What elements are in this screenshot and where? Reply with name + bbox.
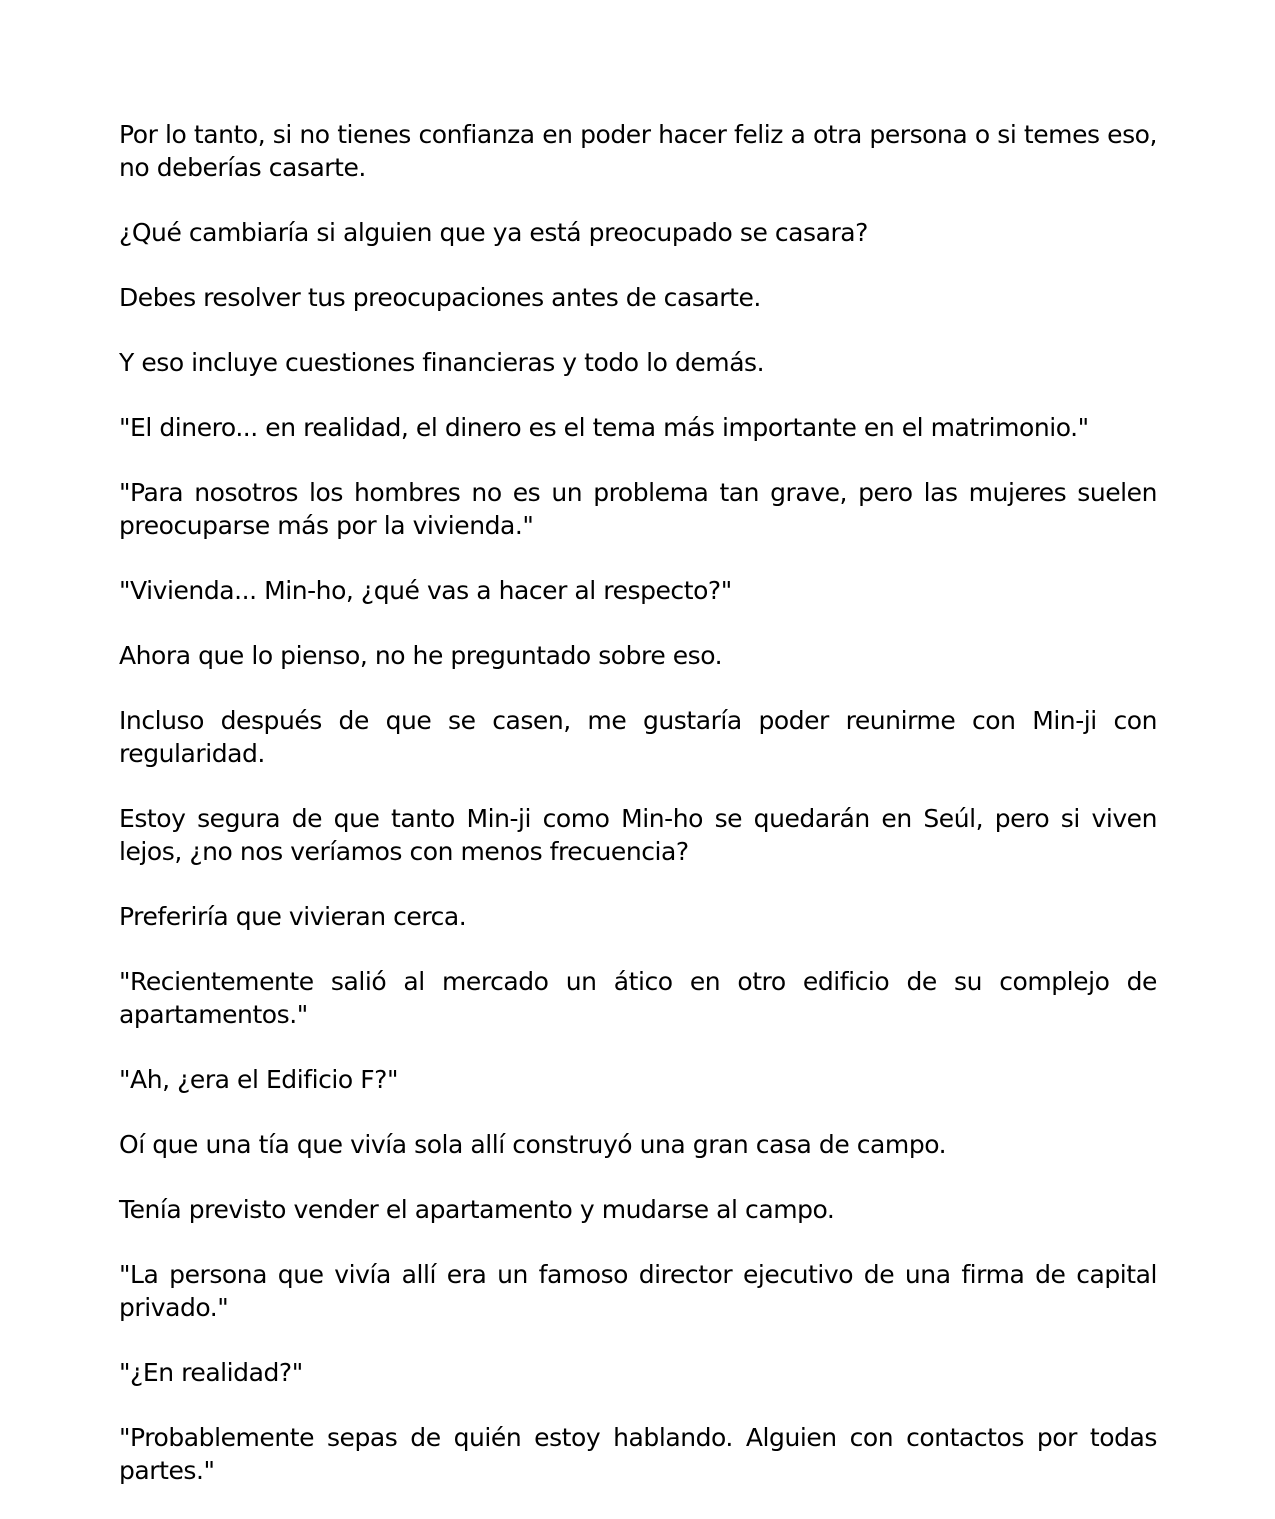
paragraph: Estoy segura de que tanto Min-ji como Min-ho se quedarán en Seúl, pero si viven lejos, ¿no nos veríamos con menos frecuencia?	[119, 804, 1157, 866]
paragraph: "Probablemente sepas de quién estoy hablando. Alguien con contactos por todas partes."	[119, 1423, 1157, 1485]
paragraph: "Para nosotros los hombres no es un problema tan grave, pero las mujeres suelen preocuparse más por la vivienda."	[119, 478, 1157, 540]
paragraph: Por lo tanto, si no tienes confianza en poder hacer feliz a otra persona o si temes eso, no deberías casarte.	[119, 120, 1157, 182]
paragraph: Preferiría que vivieran cerca.	[119, 902, 467, 931]
paragraph: "Vivienda... Min-ho, ¿qué vas a hacer al respecto?"	[119, 576, 732, 605]
paragraph: "¿En realidad?"	[119, 1358, 303, 1387]
paragraph: "El dinero... en realidad, el dinero es el tema más importante en el matrimonio."	[119, 413, 1089, 442]
paragraph: Tenía previsto vender el apartamento y mudarse al campo.	[119, 1195, 835, 1224]
paragraph: Debes resolver tus preocupaciones antes de casarte.	[119, 283, 761, 312]
document-page	[119, 118, 1157, 1519]
paragraph: Y eso incluye cuestiones financieras y todo lo demás.	[119, 348, 765, 377]
paragraph: Ahora que lo pienso, no he preguntado sobre eso.	[119, 641, 723, 670]
paragraph: "Ah, ¿era el Edificio F?"	[119, 1065, 398, 1094]
paragraph: Oí que una tía que vivía sola allí construyó una gran casa de campo.	[119, 1130, 947, 1159]
paragraph: "La persona que vivía allí era un famoso director ejecutivo de una firma de capital privado."	[119, 1260, 1157, 1322]
paragraph: "Recientemente salió al mercado un ático en otro edificio de su complejo de apartamentos."	[119, 967, 1157, 1029]
paragraph: Incluso después de que se casen, me gustaría poder reunirme con Min-ji con regularidad.	[119, 706, 1157, 768]
paragraph: ¿Qué cambiaría si alguien que ya está preocupado se casara?	[119, 218, 868, 247]
